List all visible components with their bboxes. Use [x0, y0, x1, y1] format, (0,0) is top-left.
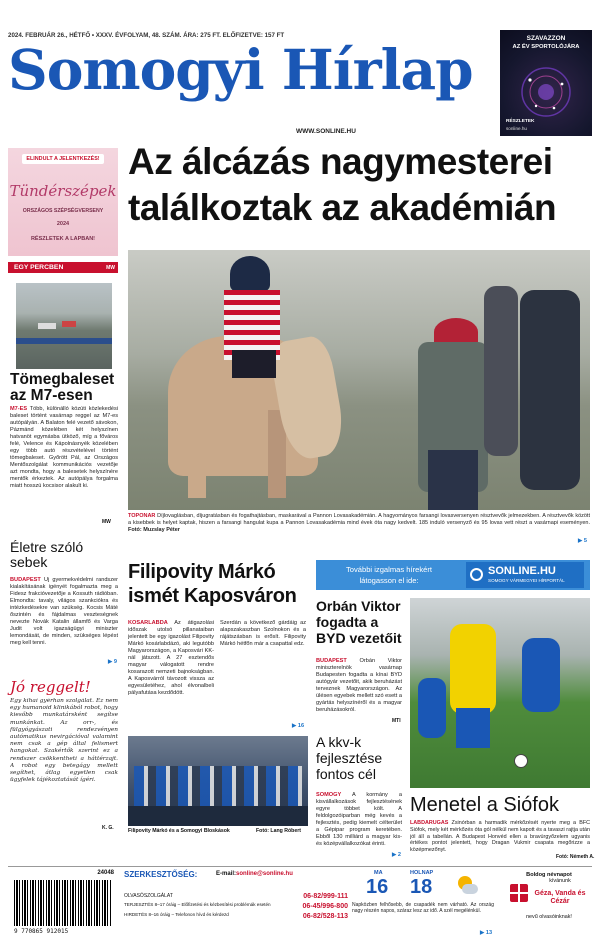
promo-headline-2: AZ ÉV SPORTOLÓJÁRA: [512, 44, 580, 50]
player-blue-shape: [522, 638, 560, 712]
contact-row-phone[interactable]: 06-82/528-113: [302, 913, 348, 920]
section-tag: MW: [106, 264, 115, 271]
sport-headline[interactable]: Filipovity Márkó ismét Kaposváron: [128, 561, 297, 607]
promo-headline-1: SZAVAZZON: [526, 35, 566, 42]
promo-badge: ELINDULT A JELENTKEZÉS!: [22, 154, 104, 164]
lead-headline-line1[interactable]: Az álcázás nagymesterei: [128, 141, 553, 182]
sun-cloud-icon: [456, 876, 478, 898]
promo-script-title: Tündérszépek: [9, 182, 117, 200]
sport-body-col1: [128, 620, 214, 730]
menetel-headline[interactable]: Menetel a Siófok: [410, 794, 559, 816]
promo-cta: RÉSZLETEK A LAPBAN!: [30, 236, 96, 242]
kkv-body-text: A kormány a kisvállalkozások fejlesztésének egyre többet költ. A feldolgozóiparban még kevés a fejlesztés, pedig kiemelt célterület a Gépipar program keretében. Ebből 130 milliárd a magyar kis- és középvállalkozókat érinti.: [316, 792, 402, 847]
kkv-body: [316, 792, 402, 852]
sebek-page-ref[interactable]: ▶ 9: [108, 659, 117, 665]
contact-row-label: OLVASÓSZOLGÁLAT: [124, 893, 173, 899]
child-rider-shape: [230, 256, 270, 292]
byd-body-text: Orbán Viktor miniszterelnök vasárnap Budapesten fogadta a kínai BYD autógyár vezetőit, akik beruházást terveznek Magyarországon. Az ülésen egyebek mellett szó esett a gyártás helyszínéről és a magyar beruházásokról.: [316, 658, 402, 713]
promo-subtitle: ORSZÁGOS SZÉPSÉGVERSENY: [22, 208, 104, 214]
nameday-sub: kívánunk: [549, 878, 571, 884]
web-promo-text2: látogasson el ide:: [359, 576, 419, 585]
ball-icon: [514, 754, 528, 768]
weather-tomorrow-label: HOLNAP: [410, 870, 434, 876]
sport-body-text: Az átigazolási időszak utolsó pillanataiban jelentett be egy igazolást Filipovity Márkó kosárlabdázó, aki legutóbb Magyarországon, a Kaposvári KK-nál játszott. A 27 esztendős magyar válogatott rendre kosarazott nemzeti bajnokságban. A Kaposvárról távozott vissza az egyesületéhez, ahol élvonalbeli pályafutása kezdődött.: [128, 620, 214, 696]
menetel-body: [410, 820, 590, 854]
website-label[interactable]: WWW.SONLINE.HU: [296, 128, 356, 135]
lead-caption: [128, 513, 590, 549]
web-promo-brand-box: [466, 562, 584, 588]
dateline: 2024. FEBRUÁR 26., HÉTFŐ • XXXV. ÉVFOLYAM, 48. SZÁM. ÁRA: 275 FT. ELŐFIZETVE: 157 FT: [8, 32, 285, 39]
barcode: [8, 870, 118, 940]
weather-box: [352, 870, 502, 940]
section-label-text: EGY PERCBEN: [14, 264, 64, 271]
promo-url: sonline.hu: [506, 126, 527, 131]
kkv-page-ref[interactable]: ▶ 2: [392, 852, 401, 858]
sport-page-ref[interactable]: ▶ 16: [292, 723, 305, 729]
lead-caption-kicker: TOPONÁR: [128, 513, 156, 519]
promo-details-label: RÉSZLETEK: [506, 119, 535, 124]
weather-today-temp: 16: [366, 876, 389, 898]
sebek-kicker: BUDAPEST: [10, 577, 41, 583]
barcode-issue-number: 24048: [97, 870, 114, 876]
byd-headline[interactable]: Orbán Viktor fogadta a BYD vezetőit: [316, 598, 402, 646]
contact-row-phone[interactable]: 06-82/999-111: [303, 893, 348, 900]
lead-photo-credit: Fotó: Muzslay Péter: [128, 526, 180, 533]
football-photo[interactable]: [410, 598, 590, 788]
promo-year: 2024: [56, 221, 70, 227]
sebek-headline[interactable]: Életre szóló sebek: [10, 539, 84, 570]
barcode-isbn: 9 770865 912015: [14, 928, 69, 935]
email-label: E-mail:: [216, 871, 237, 877]
menetel-body-text: Zsinórban a harmadik mérkőzését nyerte meg a BFC Siófok, mely két mérkőzés óta gól nélkül nem kapott és a tavaszi rajtja után jól áll a tabellán. A Budapest Honvéd ellen a bravúrgyőzelem ugyanis értékes pontot jelentett, hogy Dragan Vukmir csapata megőrizze a középmezőnyt.: [410, 820, 590, 854]
sport-kicker: KOSÁRLABDA: [128, 620, 168, 626]
contact-row-phone[interactable]: 06-45/996-800: [302, 903, 348, 910]
lead-caption-text: Díjlovaglásban, díjugratásban és fogathajtásban, maskarával a Pannon Lovasakadémián. A hagyományos farsangi lovasversenyen résztvevők jelmezekben. A résztvevők között a kisebbek is helyet kaptak, hiszen a farsangi hangulat kupa a Pannon Lovasakadémia mind évek óta nagy kedvelt. 185 induló versenyző és 95 lovas vett részt a vasárnapi eseményen.: [128, 513, 590, 526]
menetel-credit: Fotó: Németh A.: [556, 854, 595, 860]
basketball-team-photo[interactable]: [128, 736, 308, 826]
lead-photo-horse-costume[interactable]: [128, 250, 590, 510]
sport-body-col2: Szerdán a következő gárdáig az alapszakaszban Szolnokon és a rájátszásban is erősít. Filipovity Márkó hétfőn már a csapattal edz.: [220, 620, 306, 647]
weather-page-ref[interactable]: ▶ 13: [480, 930, 493, 936]
crash-body-text: Több, különálló közúti közlekedési baleset történt vasárnap reggel az M7-es autópályán. A Balaton felé vezető sávokon, Pázmánd közelében két helyszínen hatvanöt egymásba ütköző, míg a főváros felé, Velence és Kápolnásnyék közelében egy több autó részvételével történt tömegbaleset. Győrött Pál, az Országos Mentőszolgálat kommunikációs vezetője azt mondta, hogy a balesetek helyszínére mentők érkeztek. Az autópálya forgalma miatt hosszú kocsisor alakult ki.: [10, 406, 118, 489]
basketball-photo-caption: Filipovity Márkó és a Somogyi Bloskások: [128, 828, 230, 834]
opinion-headline[interactable]: Jó reggelt!: [10, 678, 91, 696]
byd-sign: MTI: [392, 718, 401, 724]
web-promo-text1: További izgalmas hírekért: [345, 565, 433, 574]
crash-sign: MW: [102, 519, 111, 525]
gift-icon: [510, 884, 528, 902]
nameday-title: Boldog névnapot: [526, 872, 572, 878]
byd-body: [316, 658, 402, 718]
byd-kicker: BUDAPEST: [316, 658, 347, 664]
web-promo-sub: SOMOGY VÁRMEGYEI HÍRPORTÁL: [488, 578, 565, 583]
sebek-body: [10, 577, 118, 661]
nameday-footer: nevű olvasóinknak!: [526, 914, 572, 920]
nameday-box: [506, 870, 592, 940]
crash-body: [10, 406, 118, 518]
weather-tomorrow-temp: 18: [410, 876, 433, 898]
globe-graphic-icon: [500, 54, 592, 124]
contact-row-label: HIRDETÉS 8–16 óráig – Telefonon hívd és kérdezd: [124, 912, 229, 917]
barcode-bars: [14, 880, 112, 926]
nameday-names: Géza, Vanda és Cézár: [534, 890, 586, 905]
email-link[interactable]: sonline@sonline.hu: [236, 871, 293, 877]
menetel-kicker: LABDARÚGÁS: [410, 820, 449, 826]
kkv-headline[interactable]: A kkv-k fejlesztése fontos cél: [316, 734, 383, 782]
globe-icon: [470, 568, 483, 581]
kkv-kicker: SOMOGY: [316, 792, 342, 798]
footer-divider: [8, 866, 592, 867]
sports-vote-promo[interactable]: [500, 30, 592, 136]
web-promo-brand: SONLINE.HU: [488, 565, 556, 577]
opinion-sign: K. G.: [102, 825, 114, 831]
newspaper-title[interactable]: Somogyi Hírlap: [8, 37, 473, 102]
contact-title: SZERKESZTŐSÉG:: [124, 870, 198, 879]
crash-kicker: M7-ES: [10, 406, 28, 412]
sonline-promo-banner[interactable]: [316, 560, 590, 590]
lead-headline-line2[interactable]: találkoztak az akadémián: [128, 187, 557, 228]
beauty-contest-promo[interactable]: [8, 148, 118, 256]
sebek-body-text: Új gyermekvédelmi randszer kialakításának igényét fogalmazta meg a Fidesz frakcióvezetője a Kossuth rádióban. Elmondta: tavaly, világos szankciókra és intézkedésekre van szükség. Kocsis Máté őszintén és fájdalmas veszteségnek nevezte Novák Katalin államfő és Varga Judit volt igazságügyi miniszter lemondását, de minden, szükséges lépést meg kell tenni.: [10, 577, 118, 646]
player-yellow-shape: [450, 624, 496, 714]
weather-today-label: MA: [374, 870, 383, 876]
weather-text: Napközben felhősebb, de csapadék nem várható. Az ország nagy részén napos, száraz lesz az idő. A szél megélénkül.: [352, 902, 494, 915]
highway-crash-photo[interactable]: [16, 283, 112, 369]
crash-headline[interactable]: Tömegbaleset az M7-esen: [10, 371, 115, 404]
opinion-body: Egy kihaí gyérhan szolgálat. Ez nem egy humanoid klinikából robot, hogy kiesőbb munkatársként segítse munkánkat. Az orr-, és fülgyógyászati rendezvényen autómatikus nevirgációval valamint nem csak a gép által felismert hangokat. Szakértők szerint ez a rendszer csökkentheti a háttérzajt. A robot egy betegágy mellett segíthet, átlag egyetlen csak ügyfelek tájékoztatását ígéri.: [10, 698, 118, 784]
editorial-contacts: [124, 870, 348, 940]
section-label-egy-percben: [8, 262, 118, 273]
basketball-photo-credit: Fotó: Lang Róbert: [256, 828, 301, 834]
contact-row-label: TERJESZTÉS 8–17 óráig – Előfizetési és kézbesítési problémák esetén: [124, 902, 271, 907]
lead-page-ref[interactable]: ▶ 5: [578, 538, 587, 544]
